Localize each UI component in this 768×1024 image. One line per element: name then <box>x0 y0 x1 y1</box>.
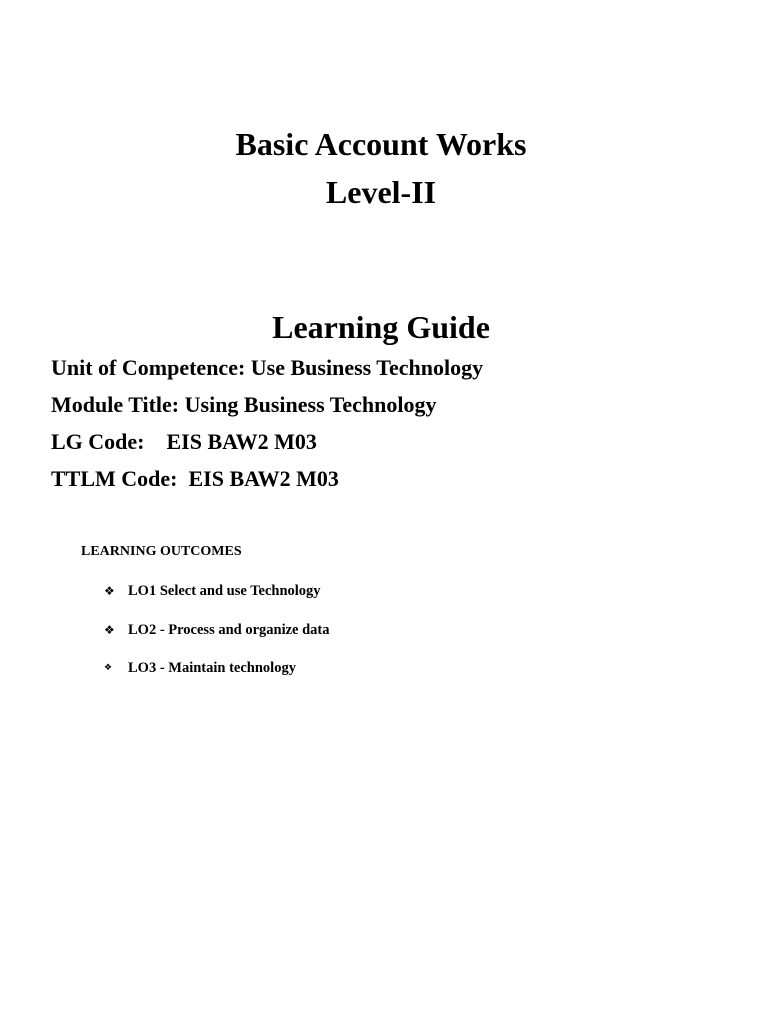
title-line-2: Level-II <box>325 174 437 210</box>
diamond-bullet-icon: ❖ <box>104 663 113 673</box>
list-item <box>104 658 330 678</box>
diamond-bullet-icon: ❖ <box>104 622 115 637</box>
outcome-text: LO1 Select and use Technology <box>128 583 321 599</box>
learning-outcomes-heading: LEARNING OUTCOMES <box>81 544 242 559</box>
unit-of-competence: Unit of Competence: Use Business Technology <box>51 355 484 380</box>
guide-info <box>51 349 483 497</box>
list-item <box>104 620 330 640</box>
lg-code: LG Code: EIS BAW2 M03 <box>51 429 317 454</box>
learning-outcomes-list <box>104 581 330 697</box>
document-title <box>0 120 762 216</box>
title-line-1: Basic Account Works <box>235 126 527 162</box>
guide-title: Learning Guide <box>272 309 490 345</box>
outcome-text: LO2 - Process and organize data <box>128 621 330 638</box>
module-title: Module Title: Using Business Technology <box>51 392 437 417</box>
outcome-text: LO3 - Maintain technology <box>128 660 296 676</box>
list-item <box>104 581 330 601</box>
ttlm-code: TTLM Code: EIS BAW2 M03 <box>51 466 339 491</box>
diamond-bullet-icon: ❖ <box>104 584 115 598</box>
